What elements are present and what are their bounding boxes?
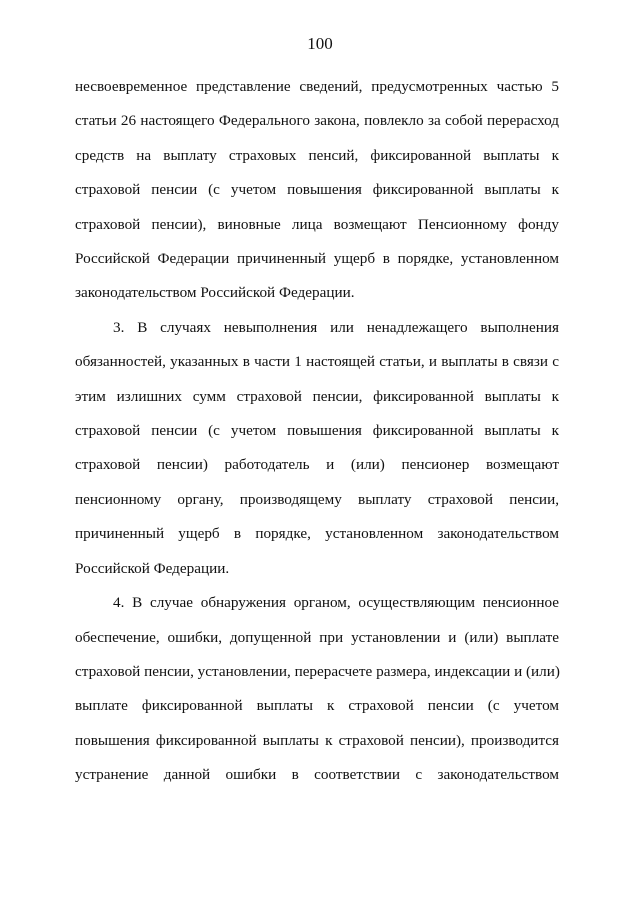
text-line: законодательством Российской Федерации. [75, 284, 355, 302]
text-line: обеспечение, ошибки, допущенной при установлении и (или) выплате [75, 628, 559, 646]
text-line: средств на выплату страховых пенсий, фиксированной выплаты к [75, 146, 559, 164]
text-line: страховой пенсии (с учетом повышения фиксированной выплаты к [75, 181, 559, 199]
text-line: устранение данной ошибки в соответствии с законодательством [75, 766, 559, 784]
document-body [75, 70, 559, 793]
text-line: обязанностей, указанных в части 1 настоящей статьи, и выплаты в связи с [75, 353, 559, 371]
paragraph-item-3 [75, 311, 559, 586]
text-line: Российской Федерации причиненный ущерб в порядке, установленном [75, 250, 559, 268]
text-line: причиненный ущерб в порядке, установленном законодательством [75, 525, 559, 543]
text-line: страховой пенсии), виновные лица возмещают Пенсионному фонду [75, 215, 559, 233]
page-number: 100 [307, 34, 333, 53]
text-line: пенсионному органу, производящему выплату страховой пенсии, [75, 490, 559, 508]
paragraph-item-4 [75, 586, 559, 792]
text-line: 3. В случаях невыполнения или ненадлежащего выполнения [113, 318, 559, 336]
text-line: 4. В случае обнаружения органом, осуществляющим пенсионное [113, 594, 559, 612]
text-line: страховой пенсии (с учетом повышения фиксированной выплаты к [75, 422, 559, 440]
text-line: страховой пенсии, установлении, перерасчете размера, индексации и (или) [75, 662, 560, 680]
text-line: статьи 26 настоящего Федерального закона, повлекло за собой перерасход [75, 112, 559, 130]
text-line: выплате фиксированной выплаты к страховой пенсии (с учетом [75, 697, 559, 715]
text-line: Российской Федерации. [75, 559, 230, 577]
text-line: повышения фиксированной выплаты к страховой пенсии), производится [75, 731, 559, 749]
text-line: страховой пенсии) работодатель и (или) пенсионер возмещают [75, 456, 559, 474]
paragraph-continuation [75, 70, 559, 311]
text-line: несвоевременное представление сведений, предусмотренных частью 5 [75, 78, 559, 95]
text-line: этим излишних сумм страховой пенсии, фиксированной выплаты к [75, 387, 559, 405]
